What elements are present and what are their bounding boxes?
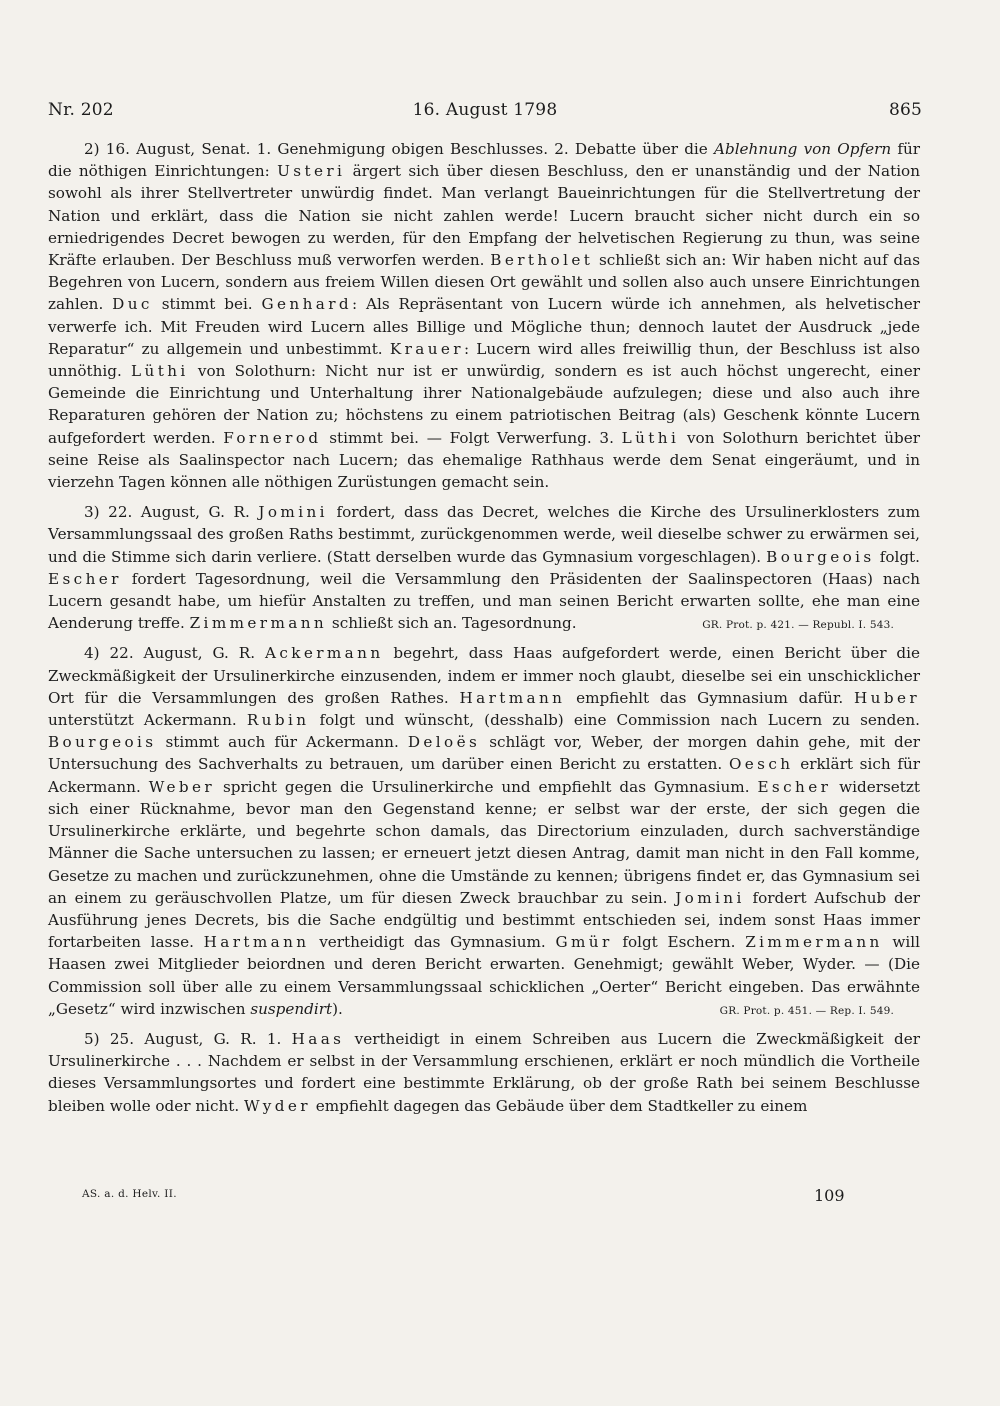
speaker-name: Usteri [277,162,346,181]
text-run: 5) 25. August, G. R. 1. [84,1029,292,1048]
document-number: Nr. 202 [48,100,114,120]
section-4 [48,642,920,1019]
speaker-name: Escher [757,777,832,796]
speaker-name: Ackermann [264,644,384,663]
text-run: ärgert sich über diesen Beschluss, den er unanständig und der Nation sowohl als ihrer Stellvertreter unwürdig findet. Man verlangt Baueinrichtungen für die Stellvertretung der Nation und erklärt, dass die Nation sie nicht zahlen werde! Lucern braucht sicher nicht durch ein so erniedrigendes Decret bewogen zu werden, für den Empfang der helvetischen Regierung zu thun, was seine Kräfte erlauben. Der Beschluss muß verworfen werden. [48,162,920,270]
source-reference: GR. Prot. p. 421. — Republ. I. 543. [702,619,894,632]
speaker-name: Rubin [246,711,310,730]
text-run: von Solothurn berichtet über seine Reise als Saalinspector nach Lucern; das ehemalige Rathhaus werde dem Senat eingeräumt, und in vierzehn Tagen können alle nöthigen Zurüstungen gemacht sein. [48,428,920,492]
speaker-name: Lüthi [621,428,680,447]
text-run: folgt Eschern. [612,933,746,952]
text-run: schließt sich an. Tagesordnung. [327,614,577,633]
speaker-name: Zimmermann [745,933,883,952]
text-run: stimmt auch für Ackermann. [156,733,408,752]
speaker-name: Huber [854,688,920,707]
speaker-name: Weber [148,777,216,796]
text-run: begehrt, dass Haas aufgefordert werde, einen Bericht über die Zweckmäßigkeit der Ursulinerkirche einzusenden, indem er immer noch glaubt, dieselbe sei ein unschicklicher Ort für die Versammlungen des großen Rathes. [48,644,920,707]
speaker-name: Zimmermann [189,614,328,633]
text-run: von Solothurn: Nicht nur ist er unwürdig, sondern es ist auch höchst ungerecht, einer Gemeinde die Einrichtung und Unterhaltung ihrer Nationalgebäude aufzulegen; diese und also auch ihre Reparaturen gehören der Nation zu; höchstens zu einem patriotischen Beitrag (als) Geschenk könnte Lucern aufgefordert werden. [48,362,920,447]
running-header [48,100,922,124]
header-date: 16. August 1798 [412,100,558,120]
speaker-name: Oesch [728,755,794,774]
speaker-name: Deloës [407,733,481,752]
text-run: vertheidigt in einem Schreiben aus Lucern die Zweckmäßigkeit der Ursulinerkirche . . . Nachdem er selbst in der Versammlung erschienen, erklärt er noch mündlich die Vortheile dieses Versammlungsortes und fordert eine bestimmte Erklärung, ob der große Rath bei seinem Beschlusse bleiben wolle oder nicht. [48,1029,920,1115]
speaker-name: Fornerod [223,428,322,447]
text-run: erklärt sich für Ackermann. [48,755,921,796]
text-run: unterstützt Ackermann. [48,711,247,730]
speaker-name: Bertholet [490,251,594,270]
text-run: spricht gegen die Ursulinerkirche und empfiehlt das Gymnasium. [215,777,758,796]
page-footer [82,1186,922,1208]
text-run: schließt sich an: Wir haben nicht auf das Begehren von Lucern, sondern aus freiem Willen diesen Ort gewählt und sollen also auch unsere Einrichtungen zahlen. [48,251,921,314]
text-run: empfiehlt das Gymnasium dafür. [565,688,854,707]
speaker-name: Escher [48,569,122,588]
speaker-name: Duc [112,295,153,314]
text-run: fordert Tagesordnung, weil die Versammlung den Präsidenten der Saalinspectoren (Haas) nach Lucern gesandt habe, um hiefür Anstalten zu treffen, und man seinen Bericht erwarten sollte, ehe man eine Aenderung treffe. [48,569,920,633]
text-run: empfiehlt dagegen das Gebäude über dem Stadtkeller zu einem [310,1096,808,1115]
text-run: ). [332,999,343,1018]
text-run: vertheidigt das Gymnasium. [309,933,556,952]
text-run: für die nöthigen Einrichtungen: [48,140,920,181]
speaker-name: Jomini [675,888,745,907]
section-2 [48,138,920,493]
text-run: fordert Aufschub der Ausführung jenes Decrets, bis die Sache endgültig und bestimmt entschieden sei, indem sonst Haas immer fortarbeiten lasse. [48,888,920,952]
text-run: 3) 22. August, G. R. [84,503,259,522]
text-run: widersetzt sich einer Rücknahme, bevor man den Gegenstand kenne; er selbst war der erste, der sich gegen die Ursulinerkirche erklärte, und begehrte schon damals, das Directorium einzuladen, durch sachverständige Männer die Sache untersuchen zu lassen; er erneuert jetzt diesen Antrag, damit man nicht in den Fall komme, Gesetze zu machen und zurückzunehmen, ohne die Umstände zu kennen; übrigens findet er, das Gymnasium sei an einem zu geräuschvollen Platze, um für diesen Zweck brauchbar zu sein. [48,777,920,907]
speaker-name: Hartmann [203,933,310,952]
text-run: : Lucern wird alles freiwillig thun, der Beschluss ist also unnöthig. [48,339,921,381]
source-reference: GR. Prot. p. 451. — Rep. I. 549. [719,1004,894,1017]
text-run: 4) 22. August, G. R. [84,644,265,663]
speaker-name: Gmür [555,933,613,952]
speaker-name: Bourgeois [48,733,157,752]
speaker-name: Haas [291,1029,345,1048]
speaker-name: Genhard [261,295,353,314]
text-run: : Als Repräsentant von Lucern würde ich annehmen, als helvetischer verwerfe ich. Mit Freuden wird Lucern alles Billige und Mögliche thun; dennoch lautet der Ausdruck „jede Reparatur“ zu allgemein und unbestimmt. [48,295,920,358]
signature-mark: AS. a. d. Helv. II. [82,1188,177,1200]
text-run: will Haasen zwei Mitglieder beiordnen und deren Bericht erwarten. Genehmigt; gewählt Weber, Wyder. — (Die Commission soll über alle zu einem Versammlungssaal schicklichen „Oerter“ Bericht eingeben. Das erwähnte „Gesetz“ wird inzwischen [48,933,920,1018]
text-run: folgt. [874,547,920,566]
speaker-name: Lüthi [131,362,189,381]
text-run: stimmt bei. [152,295,262,314]
text-run: 2) 16. August, Senat. 1. Genehmigung obigen Beschlusses. 2. Debatte über die [84,140,714,158]
section-3 [48,501,920,634]
emphasis-text: Ablehnung von Opfern [714,140,892,158]
speaker-name: Jomini [258,503,328,522]
body-text [48,138,920,1125]
text-run: schlägt vor, Weber, der morgen dahin gehe, mit der Untersuchung des Sachverhalts zu betrauen, um darüber einen Bericht zu erstatten. [48,733,921,774]
speaker-name: Bourgeois [766,547,875,566]
emphasis-text: suspendirt [250,999,333,1018]
sheet-number: 109 [814,1186,845,1205]
text-run: folgt und wünscht, (desshalb) eine Commission nach Lucern zu senden. [309,711,921,730]
text-run: fordert, dass das Decret, welches die Kirche des Ursulinerklosters zum Versammlungssaal des großen Raths bestimmt, zurückgenommen werde, weil dieselbe schwer zu erwärmen sei, und die Stimme sich darin verliere. (Statt derselben wurde das Gymnasium vorgeschlagen). [48,503,920,566]
speaker-name: Krauer [389,339,464,358]
speaker-name: Hartmann [459,688,566,707]
page-number: 865 [888,100,922,120]
speaker-name: Wyder [244,1096,311,1115]
section-5 [48,1028,920,1117]
text-run: stimmt bei. — Folgt Verwerfung. 3. [321,428,622,447]
